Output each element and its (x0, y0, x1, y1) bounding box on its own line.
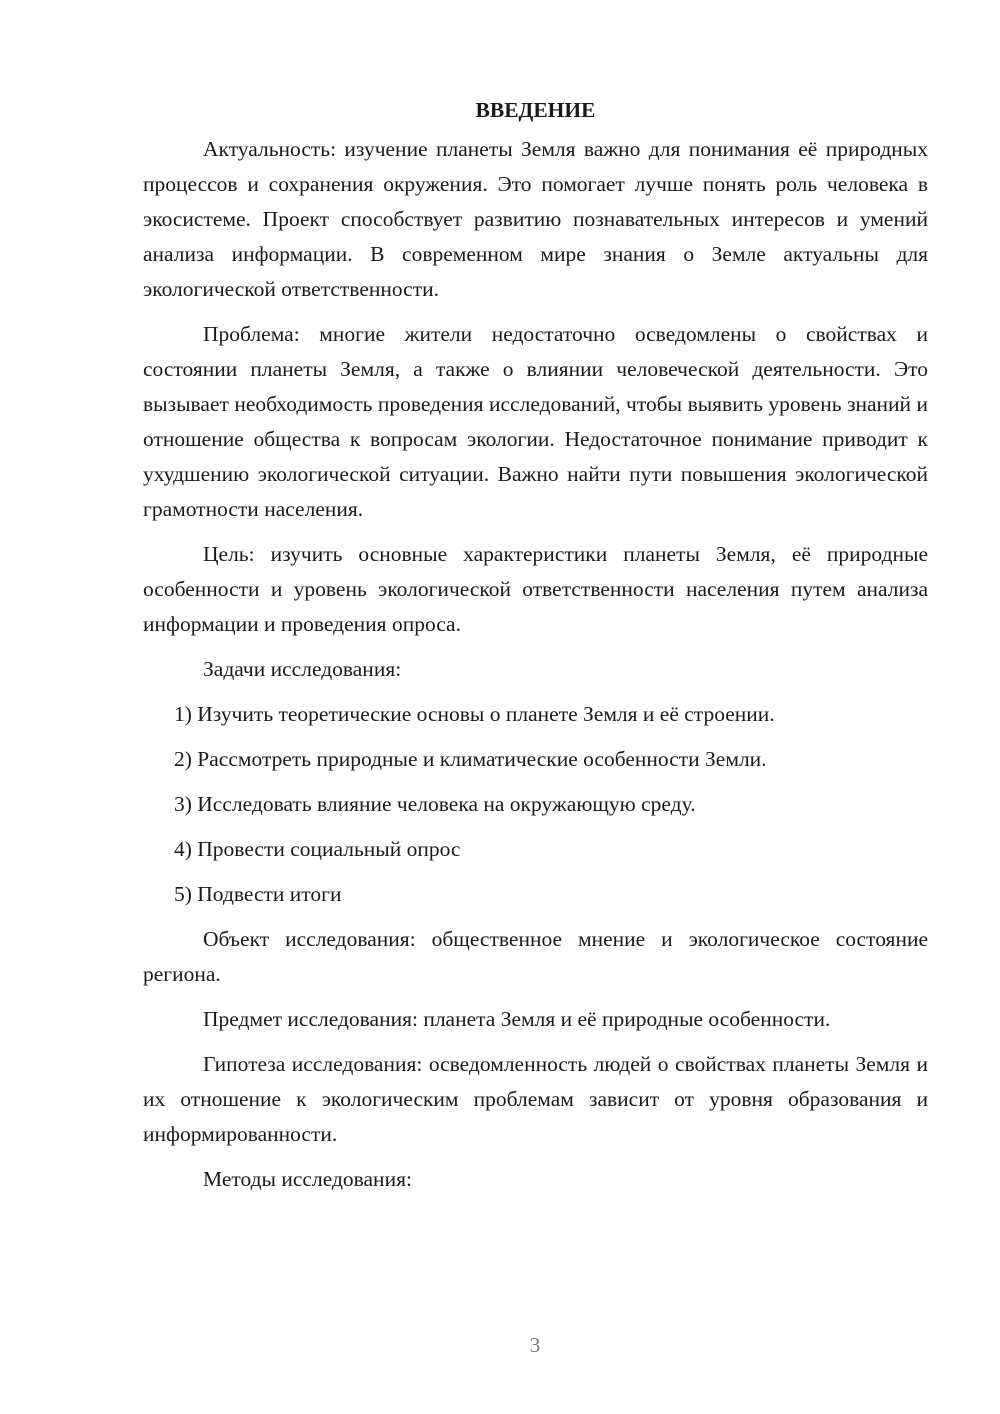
methods-heading: Методы исследования: (203, 1167, 412, 1191)
relevance-paragraph: Актуальность: изучение планеты Земля важно для понимания её природных процессов и сохранения окружения. Это помогает лучше понять роль человека в экосистеме. Проект способствует развитию познавательных интересов и умений анализа информации. В современном мире знания о Земле актуальны для экологической ответственности. (143, 137, 928, 301)
list-item: 5) Подвести итоги (174, 882, 342, 906)
problem-paragraph: Проблема: многие жители недостаточно осведомлены о свойствах и состоянии планеты Земля, а также о влиянии человеческой деятельности. Это вызывает необходимость проведения исследований, чтобы выявить уровень знаний и отношение общества к вопросам экологии. Недостаточное понимание приводит к ухудшению экологической ситуации. Важно найти пути повышения экологической грамотности населения. (143, 322, 928, 521)
list-item: 3) Исследовать влияние человека на окружающую среду. (174, 792, 696, 816)
tasks-list (143, 697, 928, 912)
tasks-heading: Задачи исследования: (203, 657, 402, 681)
object-paragraph: Объект исследования: общественное мнение и экологическое состояние региона. (143, 927, 928, 986)
list-item: 4) Провести социальный опрос (174, 837, 461, 861)
list-item: 2) Рассмотреть природные и климатические особенности Земли. (174, 747, 767, 771)
hypothesis-paragraph: Гипотеза исследования: осведомленность людей о свойствах планеты Земля и их отношение к экологическим проблемам зависит от уровня образования и информированности. (143, 1052, 928, 1146)
subject-paragraph: Предмет исследования: планета Земля и её природные особенности. (203, 1007, 831, 1031)
page-number: 3 (529, 1333, 541, 1357)
list-item: 1) Изучить теоретические основы о планете Земля и её строении. (174, 702, 775, 726)
document-title: ВВЕДЕНИЕ (475, 98, 596, 122)
goal-paragraph: Цель: изучить основные характеристики планеты Земля, её природные особенности и уровень экологической ответственности населения путем анализа информации и проведения опроса. (143, 542, 928, 636)
document-page (143, 95, 928, 1207)
